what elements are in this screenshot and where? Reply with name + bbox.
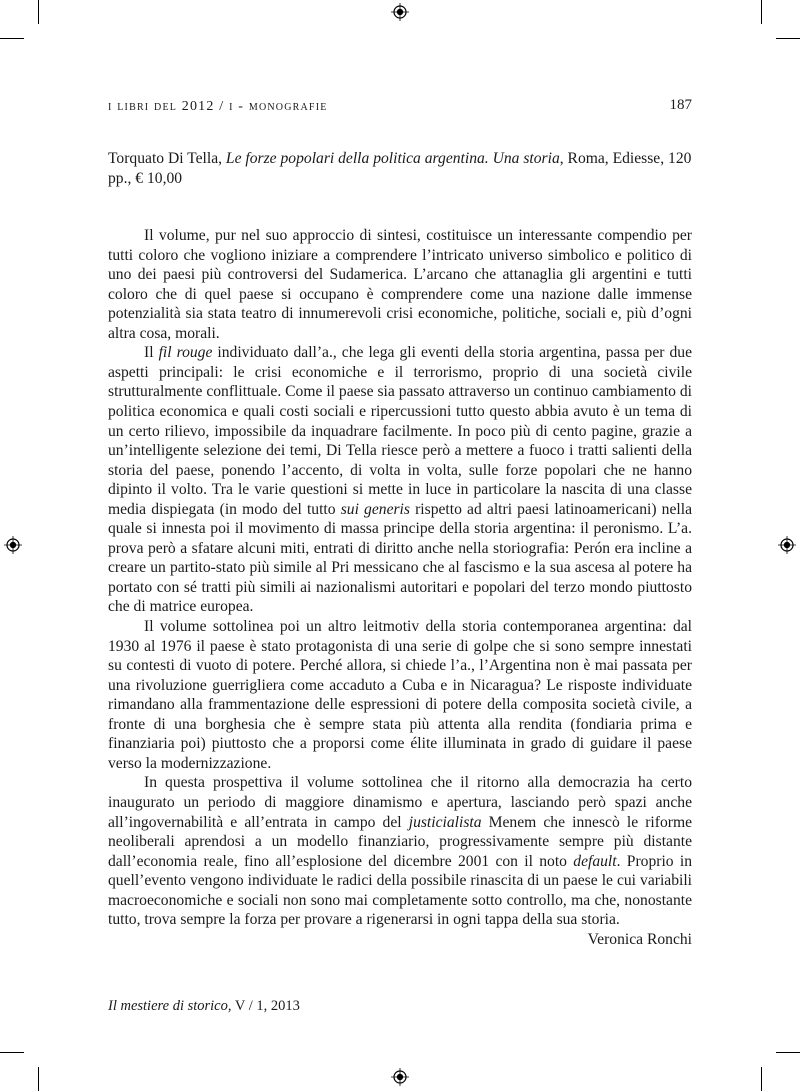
review-body [108,226,692,949]
paragraph-4-part-b: Menem che innescò le riforme neoliberali aprendosi a un modello finanziario, progressivamente sempre più distante dall’economia reale, fino all’esplosione del dicembre 2001 con il noto [108,813,692,870]
crop-mark-top-left-vertical [38,0,39,24]
page-number: 187 [669,97,692,113]
registration-mark-top-icon [391,3,409,21]
paragraph-2-part-b: individuato dall’a., che lega gli eventi della storia argentina, passa per due aspetti principali: le crisi economiche e il terrorismo, proprio di una società civile strutturalmente conflittuale. Come il paese sia passato attraverso un continuo cambiamento di politica economica e quali costi sociali e ripercussioni tutto questo abbia avuto è un tema di un certo rilievo, impossibile da inquadrare facilmente. In poco più di cento pagine, grazie a un’intelligente selezione dei temi, Di Tella riesce però a mettere a fuoco i tratti salienti della storia del paese, ponendo l’accento, di volta in volta, sulle forze popolari che ne hanno dipinto il volto. Tra le varie questioni si mette in luce in particolare la nascita di una classe media dispiegata (in modo del tutto [108,344,692,518]
crop-mark-top-right-horizontal [776,38,800,39]
paragraph-2-part-c: rispetto ad altri paesi latinoamericani) nella quale si innesta poi il movimento di massa principe della storia argentina: il peronismo. L’a. prova però a sfatare alcuni miti, entrati di diritto anche nella storiografia: Perón era incline a creare un partito-stato più simile al Pri messicano che al fascismo e la sua ascesa al potere ha portato con sé tratti più simili ai nazionalismi autoritari e popolari del terzo mondo piuttosto che di matrice europea. [108,500,692,616]
footer-journal: Il mestiere di storico [108,998,228,1014]
review-content [108,149,692,949]
paragraph-2-emphasis-2: sui generis [340,500,410,518]
reviewer-signature: Veronica Ronchi [587,930,692,948]
crop-mark-bottom-left-horizontal [0,1052,24,1053]
footer-issue: , V / 1, 2013 [227,998,300,1014]
paragraph-4 [108,773,692,929]
crop-mark-top-right-vertical [761,0,762,24]
registration-mark-left-icon [4,536,22,554]
paragraph-4-emphasis-1: justicialista [408,813,482,831]
registration-mark-bottom-icon [391,1068,409,1086]
running-head [108,97,692,117]
paragraph-4-part-a: In questa prospettiva il volume sottolinea che il ritorno alla democrazia ha certo inaugurato un periodo di maggiore dinamismo e apertura, lasciando però spazi anche all’ingovernabilità e all’entrata in campo del [108,774,692,831]
crop-mark-top-left-horizontal [0,38,24,39]
crop-mark-bottom-right-vertical [761,1067,762,1091]
citation-title: Le forze popolari della politica argentina. Una storia [225,150,560,167]
citation-author: Torquato Di Tella, [108,150,226,167]
paragraph-4-part-c: . Proprio in quell’evento vengono individuate le radici della possibile rinascita di un paese le cui variabili macroeconomiche e sociali non sono mai completamente sotto controllo, ma che, nonostante tutto, trova sempre la forza per provare a rigenerarsi in ogni tappa della sua storia. [108,852,693,929]
citation-publication: , Roma, Ediesse, 120 pp., € 10,00 [108,150,692,187]
paragraph-2-part-a: Il [144,344,159,362]
paragraph-2-emphasis-1: fil rouge [158,344,213,362]
page-footer [108,998,300,1015]
paragraph-1: Il volume, pur nel suo approccio di sintesi, costituisce un interessante compendio per tutti coloro che vogliono iniziare a comprendere l’intricato universo simbolico e politico di uno dei paesi più controversi del Sudamerica. L’arcano che attanaglia gli argentini e tutti coloro che di quel paese si occupano è comprendere come una nazione dalle immense potenzialità sia stata teatro di innumerevoli crisi economiche, politiche, sociali e, più d’ogni altra cosa, morali. [108,227,692,342]
crop-mark-bottom-left-vertical [38,1067,39,1091]
paragraph-3: Il volume sottolinea poi un altro leitmotiv della storia contemporanea argentina: dal 1930 al 1976 il paese è stato protagonista di una serie di golpe che si sono sempre innestati su contesti di vuoto di potere. Perché allora, si chiede l’a., l’Argentina non è mai passata per una rivoluzione guerrigliera come accaduto a Cuba e in Nicaragua? Le risposte individuate rimandano alla frammentazione delle espressioni di potere della composita società civile, a fronte di una borghesia che è sempre stata più attenta alla rendita (fondiaria prima e finanziaria poi) piuttosto che a proporsi come élite illuminata in grado di guidare il paese verso la modernizzazione. [108,618,692,772]
running-head-section: i libri del 2012 / i - monografie [108,99,328,114]
paragraph-4-emphasis-2: default [573,852,617,870]
registration-mark-right-icon [778,536,796,554]
book-citation [108,149,692,188]
paragraph-2 [108,343,692,617]
crop-mark-bottom-right-horizontal [776,1052,800,1053]
